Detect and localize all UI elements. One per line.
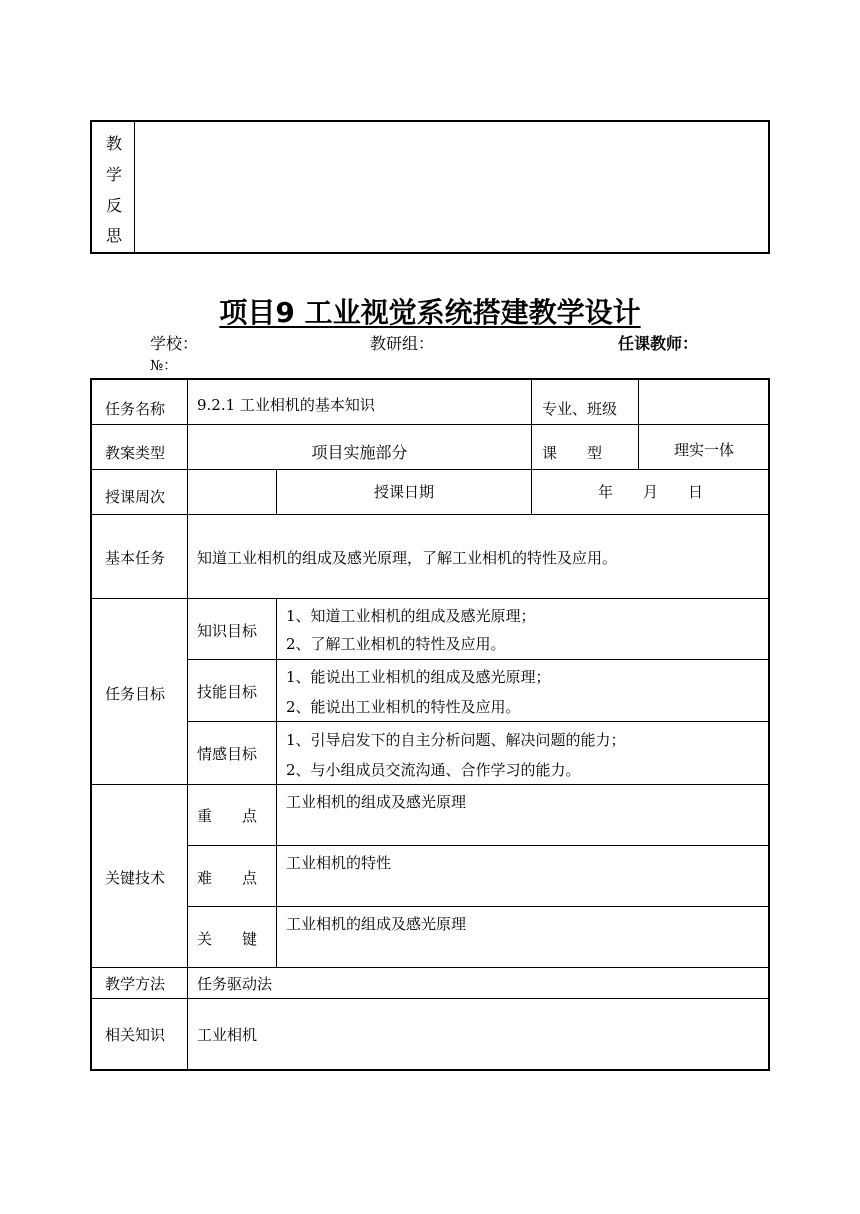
col-divider: [276, 598, 277, 967]
key-tech-item-label: 关 键: [197, 930, 258, 948]
plan-type-value: 项目实施部分: [311, 443, 408, 462]
basic-task-label: 基本任务: [105, 549, 166, 567]
task-goals-label: 任务目标: [105, 685, 166, 703]
row-divider: [91, 967, 769, 968]
header-school: 学校：: [150, 334, 199, 353]
date-value: 年 月 日: [597, 483, 703, 501]
course-type-value: 理实一体: [673, 441, 734, 459]
related-knowledge-value: 工业相机: [197, 1026, 258, 1044]
key-tech-item-text: 工业相机的组成及感光原理: [286, 793, 467, 811]
task-name-value: 9.2.1 工业相机的基本知识: [197, 396, 375, 414]
reflection-label-char: 反: [105, 196, 122, 215]
header-research-group: 教研组：: [370, 334, 435, 353]
row-divider: [91, 998, 769, 999]
goal-line: 1、知道工业相机的组成及感光原理；: [286, 607, 536, 625]
major-class-label: 专业、班级: [542, 400, 618, 418]
goal-line: 2、能说出工业相机的特性及应用。: [286, 698, 521, 716]
header-teacher: 任课教师：: [618, 334, 699, 353]
row-divider: [91, 424, 769, 425]
key-tech-item-text: 工业相机的组成及感光原理: [286, 915, 467, 933]
goal-line: 1、引导启发下的自主分析问题、解决问题的能力；: [286, 731, 626, 749]
row-divider: [91, 784, 769, 785]
teaching-method-value: 任务驱动法: [197, 975, 273, 993]
goal-line: 2、了解工业相机的特性及应用。: [286, 635, 506, 653]
week-label: 授课周次: [105, 488, 166, 506]
date-label: 授课日期: [373, 483, 434, 501]
goal-line: 2、与小组成员交流沟通、合作学习的能力。: [286, 761, 581, 779]
row-divider: [91, 514, 769, 515]
key-tech-item-text: 工业相机的特性: [286, 854, 392, 872]
goal-category-label: 技能目标: [197, 683, 258, 701]
row-divider: [91, 598, 769, 599]
document-title: [0, 296, 860, 330]
related-knowledge-label: 相关知识: [105, 1026, 166, 1044]
course-type-label: 课 型: [542, 444, 603, 462]
key-tech-item-label: 重 点: [197, 807, 258, 825]
reflection-divider: [134, 121, 135, 253]
key-tech-label: 关键技术: [105, 869, 166, 887]
task-name-label: 任务名称: [105, 400, 166, 418]
key-tech-item-label: 难 点: [197, 869, 258, 887]
header-number: №：: [150, 358, 178, 374]
teaching-reflection-box: [90, 120, 770, 254]
reflection-label-char: 学: [105, 165, 122, 184]
goal-line: 1、能说出工业相机的组成及感光原理；: [286, 668, 551, 686]
plan-type-label: 教案类型: [105, 444, 166, 462]
document-title-text: 项目9 工业视觉系统搭建教学设计: [219, 296, 641, 329]
teaching-method-label: 教学方法: [105, 975, 166, 993]
basic-task-value: 知道工业相机的组成及感光原理，了解工业相机的特性及应用。: [197, 549, 618, 567]
goal-category-label: 情感目标: [197, 745, 258, 763]
row-divider: [91, 469, 769, 470]
col-divider: [187, 379, 188, 1069]
reflection-label-char: 思: [105, 226, 122, 245]
goal-category-label: 知识目标: [197, 622, 258, 640]
reflection-label-char: 教: [105, 134, 122, 153]
